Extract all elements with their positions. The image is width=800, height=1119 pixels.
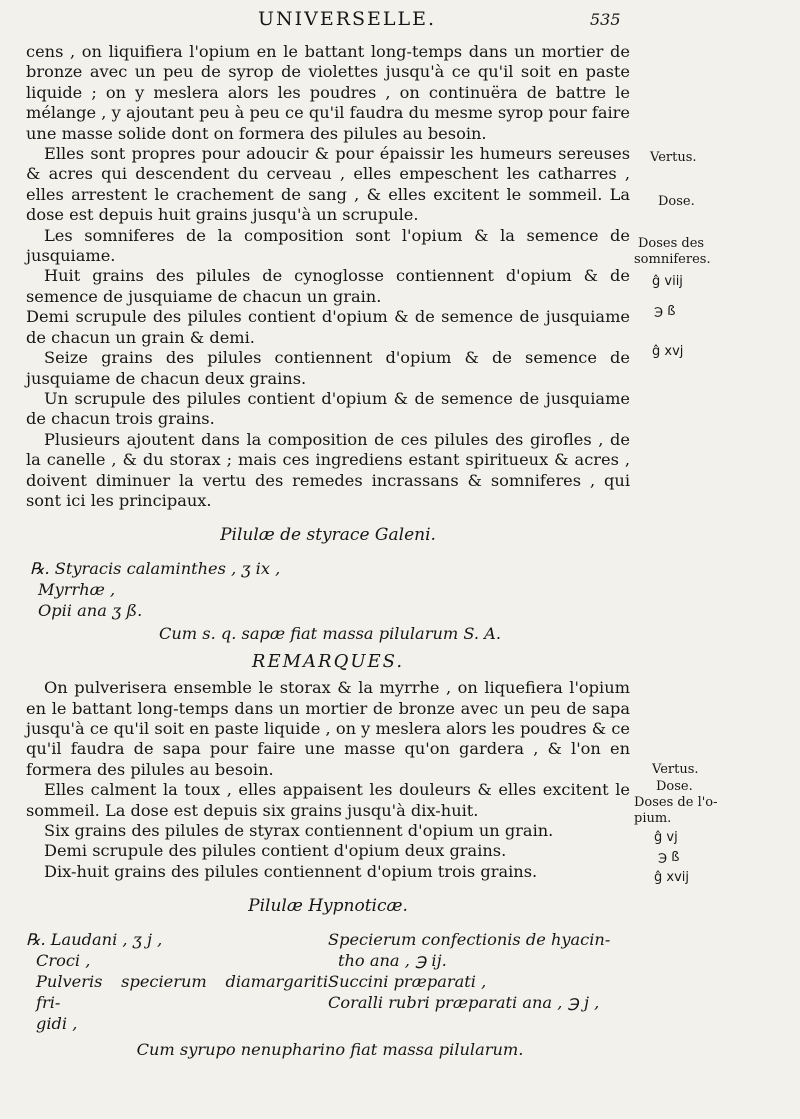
paragraph: Seize grains des pilules contiennent d'opium & de semence de jusquiame de chacun deux grains.	[26, 348, 630, 388]
paragraph: Elles calment la toux , elles appaisent les douleurs & elles excitent le sommeil. La dose est depuis six grains jusqu'à dix-huit.	[26, 780, 630, 820]
recipe-block	[26, 929, 630, 1034]
recipe-line: Cum s. q. sapæ fiat massa pilularum S. A.	[158, 623, 502, 643]
recipe-line: Succini præparati ,	[328, 971, 487, 991]
page-header	[0, 6, 800, 36]
paragraph: Les somniferes de la composition sont l'opium & la semence de jusquiame.	[26, 225, 630, 266]
recipe-line: ℞. Styracis calaminthes , ʒ ix ,	[30, 558, 281, 578]
margin-note: pium.	[634, 811, 672, 826]
margin-note: Vertus.	[650, 150, 697, 165]
recipe-line: gidi ,	[36, 1013, 78, 1033]
margin-note: ĝ viij	[652, 274, 683, 289]
recipe-line: Coralli rubri præparati ana , ℈ j ,	[328, 992, 600, 1012]
recipe-block	[30, 558, 630, 644]
margin-note: Dose.	[656, 779, 693, 794]
recipe-line: Myrrhæ ,	[38, 579, 116, 599]
recipe-line: tho ana , ℈ ij.	[338, 950, 447, 970]
main-text	[26, 42, 630, 1060]
paragraph: Un scrupule des pilules contient d'opium & de semence de jusquiame de chacun trois grains.	[26, 388, 630, 429]
recipe-column-left	[26, 929, 328, 1034]
section-heading: Pilulæ de styrace Galeni.	[220, 525, 436, 546]
paragraph: Six grains des pilules de styrax contiennent d'opium un grain.	[44, 821, 554, 840]
paragraph: Huit grains des pilules de cynoglosse contiennent d'opium & de semence de jusquiame de chacun un grain.	[26, 266, 630, 306]
recipe-line: ℞. Laudani , ʒ j ,	[26, 929, 163, 949]
recipe-line: Opii ana ʒ ß.	[38, 600, 143, 620]
page-number: 535	[590, 10, 621, 29]
recipe-line: Cum syrupo nenupharino fiat massa pilularum.	[136, 1039, 524, 1059]
recipe-line: Specierum confectionis de hyacin-	[328, 929, 611, 949]
paragraph: cens , on liquifiera l'opium en le battant long-temps dans un mortier de bronze avec un peu de syrop de violettes jusqu'à ce qu'il soit en paste liquide ; on y meslera alors les poudres , on continuëra de battre le mélange , y ajoutant peu à peu ce qu'il faudra du mesme syrop pour faire une masse solide dont on formera des pilules au besoin.	[26, 42, 630, 143]
margin-note: ĝ vj	[654, 830, 678, 845]
margin-note: ĝ xvj	[652, 344, 684, 359]
margin-note: Dose.	[658, 194, 695, 209]
paragraph: Elles sont propres pour adoucir & pour épaissir les humeurs sereuses & acres qui descendent du cerveau , elles empeschent les catharres , elles arrestent le crachement de sang , & elles excitent le sommeil. La dose est depuis huit grains jusqu'à un scrupule.	[26, 144, 630, 225]
running-head: UNIVERSELLE.	[258, 8, 437, 30]
margin-note: ℈ ß	[658, 850, 680, 865]
paragraph: On pulverisera ensemble le storax & la myrrhe , on liquefiera l'opium en le battant long-temps dans un mortier de bronze avec un peu de sapa jusqu'à ce qu'il soit en paste liquide , on y meslera alors les poudres & ce qu'il faudra de sapa pour faire une masse qu'on gardera , & l'on en formera des pilules au besoin.	[26, 678, 630, 779]
paragraph: Plusieurs ajoutent dans la composition de ces pilules des girofles , de la canelle , & du storax ; mais ces ingrediens estant spiritueux & acres , doivent diminuer la vertu des remedes incrassans & somniferes , qui sont ici les principaux.	[26, 429, 630, 510]
margin-note: ℈ ß	[654, 304, 676, 319]
paragraph: Demi scrupule des pilules contient d'opium deux grains.	[44, 841, 507, 861]
margin-note: Doses de l'o-	[634, 795, 718, 810]
recipe-line: Pulveris specierum diamargariti fri-	[36, 971, 328, 1012]
section-heading: Pilulæ Hypnoticæ.	[248, 896, 408, 917]
recipe-line: Croci ,	[36, 950, 91, 970]
margin-note: ĝ xvij	[654, 870, 689, 885]
margin-note: Vertus.	[652, 762, 699, 777]
margin-note: somniferes.	[634, 252, 711, 267]
paragraph: Dix-huit grains des pilules contiennent d'opium trois grains.	[44, 861, 538, 881]
margin-note: Doses des	[638, 236, 705, 251]
paragraph: Demi scrupule des pilules contient d'opium & de semence de jusquiame de chacun un grain & demi.	[26, 307, 630, 347]
recipe-column-right	[328, 929, 630, 1034]
remarques-heading: REMARQUES.	[251, 650, 405, 672]
